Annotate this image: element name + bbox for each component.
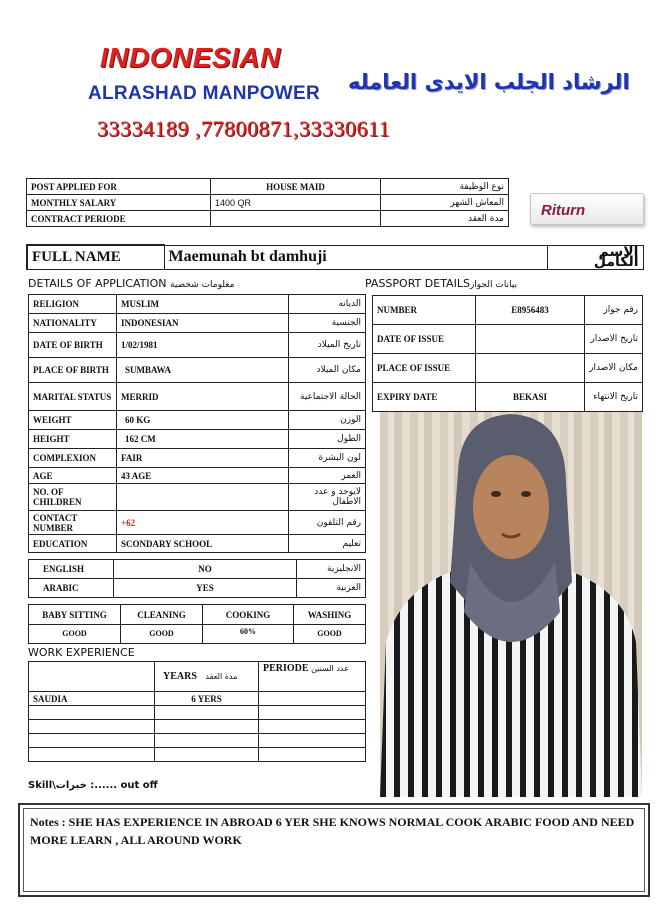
work-row-periode	[259, 734, 366, 748]
contract-label-ar: مدة العقد	[381, 211, 509, 227]
header-indonesian: INDONESIAN	[100, 42, 281, 73]
work-row-country	[29, 706, 155, 720]
pob-value: SUMBAWA	[117, 358, 289, 383]
passport-title-ar: بيانات الجواز	[469, 280, 518, 290]
return-button[interactable]: Riturn	[530, 193, 644, 225]
passport-number-label: NUMBER	[373, 296, 476, 325]
complexion-label-ar: لون البشرة	[289, 449, 366, 468]
contact-value: +62	[117, 511, 289, 535]
work-row-periode	[259, 720, 366, 734]
work-header-country	[29, 662, 155, 692]
skills-table	[28, 604, 366, 644]
header-company-arabic: الرشاد الجلب الايدى العامله	[348, 70, 630, 94]
nationality-value: INDONESIAN	[117, 314, 289, 333]
passport-table	[372, 295, 643, 412]
religion-label: RELIGION	[29, 295, 117, 314]
contact-label-ar: رقم التلفون	[289, 511, 366, 535]
skill-header-cooking: COOKING	[203, 605, 294, 625]
skill-value-cleaning: GOOD	[121, 625, 203, 644]
religion-value: MUSLIM	[117, 295, 289, 314]
skill-value-cooking: 60%	[203, 625, 294, 644]
education-label: EDUCATION	[29, 535, 117, 553]
weight-value: 60 KG	[117, 411, 289, 430]
work-row-country	[29, 720, 155, 734]
work-periode-label: PERIODE	[263, 663, 309, 674]
contract-value	[211, 211, 381, 227]
full-name-label: FULL NAME	[27, 245, 164, 269]
details-title-en: DETAILS OF APPLICATION	[28, 277, 167, 290]
education-label-ar: تعليم	[289, 535, 366, 553]
issue-date-label: DATE OF ISSUE	[373, 325, 476, 354]
issue-date-value	[476, 325, 585, 354]
expiry-date-label: EXPIRY DATE	[373, 383, 476, 412]
complexion-value: FAIR	[117, 449, 289, 468]
salary-label: MONTHLY SALARY	[27, 195, 211, 211]
work-row-periode	[259, 706, 366, 720]
full-name-value: Maemunah bt damhuji	[164, 245, 547, 269]
dob-label: DATE OF BIRTH	[29, 333, 117, 358]
height-label: HEIGHT	[29, 430, 117, 449]
job-table	[26, 178, 509, 227]
education-value: SCONDARY SCHOOL	[117, 535, 289, 553]
work-header-years	[155, 662, 259, 692]
children-label: NO. OF CHILDREN	[29, 484, 117, 511]
post-value: HOUSE MAID	[211, 179, 381, 195]
children-value	[117, 484, 289, 511]
expiry-date-value: BEKASI	[476, 383, 585, 412]
skill-value-baby-sitting: GOOD	[29, 625, 121, 644]
work-years-label: YEARS	[163, 670, 197, 682]
skill-header-washing: WASHING	[294, 605, 366, 625]
religion-label-ar: الديانه	[289, 295, 366, 314]
nationality-label-ar: الجنسية	[289, 314, 366, 333]
details-table	[28, 294, 366, 553]
work-table	[28, 661, 366, 762]
passport-number-label-ar: رقم جواز	[585, 296, 643, 325]
notes-label: Notes	[30, 815, 59, 829]
dob-label-ar: تاريخ الميلاد	[289, 333, 366, 358]
salary-label-ar: المعاش الشهر	[381, 195, 509, 211]
work-years-label-ar: مدة العقد	[205, 671, 238, 681]
salary-value: 1400 QR	[211, 195, 381, 211]
work-row-years: 6 YERS	[155, 692, 259, 706]
age-label: AGE	[29, 468, 117, 484]
languages-table	[28, 559, 366, 598]
work-row-country	[29, 734, 155, 748]
english-value: NO	[114, 560, 297, 579]
issue-place-label-ar: مكان الاصدار	[585, 354, 643, 383]
marital-label-ar: الحالة الاجتماعية	[289, 383, 366, 411]
expiry-date-label-ar: تاريخ الانتهاء	[585, 383, 643, 412]
work-row-years	[155, 720, 259, 734]
age-value: 43 AGE	[117, 468, 289, 484]
arabic-label-ar: العربية	[297, 579, 366, 598]
issue-date-label-ar: تاريخ الاصدار	[585, 325, 643, 354]
contract-label: CONTRACT PERIODE	[27, 211, 211, 227]
issue-place-label: PLACE OF ISSUE	[373, 354, 476, 383]
contact-label: CONTACT NUMBER	[29, 511, 117, 535]
applicant-photo	[380, 412, 642, 797]
english-label: ENGLISH	[29, 560, 114, 579]
work-row-periode	[259, 692, 366, 706]
work-row-periode	[259, 748, 366, 762]
work-row-country: SAUDIA	[29, 692, 155, 706]
skill-header-baby-sitting: BABY SITTING	[29, 605, 121, 625]
arabic-value: YES	[114, 579, 297, 598]
applicant-photo-svg	[380, 412, 642, 797]
height-label-ar: الطول	[289, 430, 366, 449]
height-value: 162 CM	[117, 430, 289, 449]
skill-value-washing: GOOD	[294, 625, 366, 644]
age-label-ar: العمر	[289, 468, 366, 484]
full-name-label-ar: الاسم الكامل	[547, 245, 643, 269]
complexion-label: COMPLEXION	[29, 449, 117, 468]
header-company: ALRASHAD MANPOWER	[88, 83, 321, 104]
work-periode-label-ar: عدد السنين	[311, 664, 349, 673]
notes-text: : SHE HAS EXPERIENCE IN ABROAD 6 YER SHE KNOWS NORMAL COOK ARABIC FOOD AND NEED MORE LEARN , ALL AROUND WORK	[30, 815, 635, 847]
weight-label-ar: الوزن	[289, 411, 366, 430]
details-title	[28, 277, 234, 290]
passport-title	[365, 277, 517, 290]
pob-label: PLACE OF BIRTH	[29, 358, 117, 383]
passport-number-value: E8956483	[476, 296, 585, 325]
passport-title-en: PASSPORT DETAILS	[365, 277, 470, 290]
work-header-periode	[259, 662, 366, 692]
pob-label-ar: مكان الميلاد	[289, 358, 366, 383]
dob-value: 1/02/1981	[117, 333, 289, 358]
work-row-years	[155, 706, 259, 720]
weight-label: WEIGHT	[29, 411, 117, 430]
marital-label: MARITAL STATUS	[29, 383, 117, 411]
skill-line: Skill\خبرات :...... out off	[28, 780, 158, 791]
post-label-ar: نوع الوظيفة	[381, 179, 509, 195]
english-label-ar: الانجليزية	[297, 560, 366, 579]
full-name-table	[26, 244, 644, 270]
post-label: POST APPLIED FOR	[27, 179, 211, 195]
marital-value: MERRID	[117, 383, 289, 411]
work-row-years	[155, 748, 259, 762]
notes-box	[18, 803, 650, 897]
children-label-ar: لايوجد و عدد الاطفال	[289, 484, 366, 511]
work-row-country	[29, 748, 155, 762]
arabic-label: ARABIC	[29, 579, 114, 598]
details-title-ar: معلومات شخصية	[170, 280, 235, 290]
header-phones: 33334189 ,77800871,33330611	[97, 116, 391, 141]
skill-header-cleaning: CLEANING	[121, 605, 203, 625]
work-row-years	[155, 734, 259, 748]
work-title: WORK EXPERIENCE	[28, 646, 135, 659]
issue-place-value	[476, 354, 585, 383]
nationality-label: NATIONALITY	[29, 314, 117, 333]
